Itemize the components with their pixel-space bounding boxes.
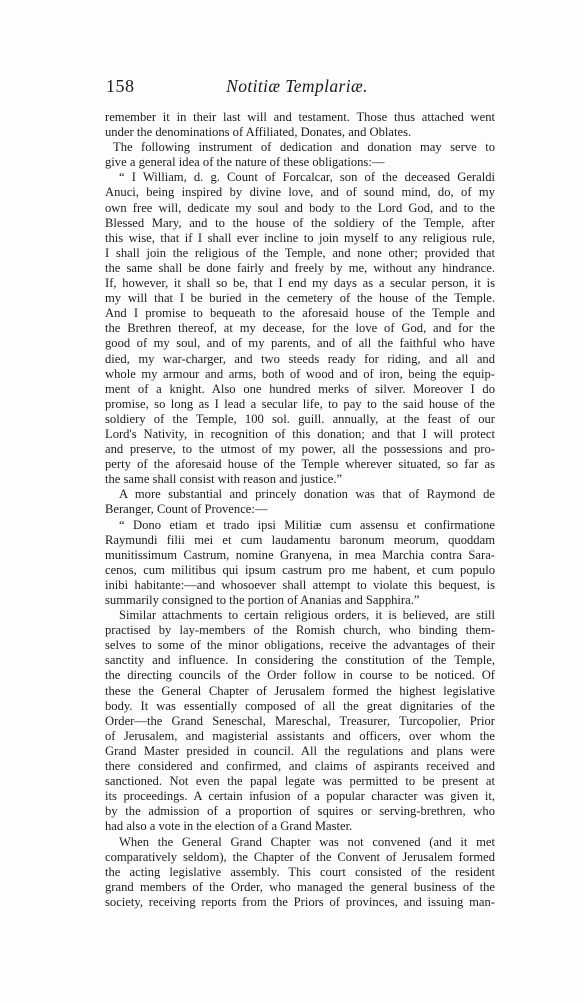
text-line: Lord's Nativity, in recognition of this donation; and that I will protect [105, 426, 495, 441]
page-header [98, 76, 496, 100]
page-number: 158 [106, 76, 135, 96]
text-line: whole my armour and arms, both of wood and of iron, being the equip- [105, 366, 495, 381]
text-line: grand members of the Order, who managed the general business of the [105, 879, 495, 894]
text-line: Grand Master presided in council. All the regulations and plans were [105, 743, 495, 758]
text-line: remember it in their last will and testament. Those thus attached went [105, 110, 495, 124]
text-line: Anuci, being inspired by divine love, and of sound mind, do, of my [105, 185, 495, 200]
text-line: “ Dono etiam et trado ipsi Militiæ cum assensu et confirmatione [119, 517, 495, 532]
body-text [105, 110, 495, 910]
text-line: comparatively seldom), the Chapter of the Convent of Jerusalem formed [105, 849, 495, 864]
text-line: and preserve, to the utmost of my power, all the possessions and pro- [105, 442, 495, 457]
text-line: sanctioned. Not even the papal legate was permitted to be present at [105, 774, 495, 789]
text-line: Beranger, Count of Provence:— [105, 502, 268, 517]
text-line: the same shall consist with reason and justice.” [105, 472, 343, 487]
running-title: Notitiæ Templariæ. [226, 76, 368, 96]
text-line: practised by lay-members of the Romish church, who binding them- [105, 623, 495, 638]
text-line: A more substantial and princely donation was that of Raymond de [119, 487, 495, 502]
text-line: give a general idea of the nature of these obligations:— [105, 155, 385, 170]
text-line: And I promise to bequeath to the aforesaid house of the Temple and [105, 306, 495, 321]
text-line: this wise, that if I shall ever incline to join myself to any religious rule, [105, 230, 495, 245]
text-line: the Brethren thereof, at my decease, for the love of God, and for the [105, 321, 495, 336]
text-line: of Jerusalem, and magisterial assistants and officers, over whom the [105, 728, 495, 743]
text-line: I shall join the religious of the Temple, and none other; provided that [105, 245, 495, 260]
text-line: cenos, cum militibus qui ipsum castrum pro me habent, et cum populo [105, 562, 495, 577]
text-line: Order—the Grand Seneschal, Mareschal, Treasurer, Turcopolier, Prior [105, 713, 495, 728]
text-line: body. It was essentially composed of all the great dignitaries of the [105, 698, 495, 713]
text-line: ment of a knight. Also one hundred merks of silver. Moreover I do [105, 381, 495, 396]
text-line: The following instrument of dedication and donation may serve to [113, 140, 495, 155]
text-line: If, however, it shall so be, that I end my days as a secular person, it is [105, 276, 495, 291]
text-line: Similar attachments to certain religious orders, it is believed, are still [119, 608, 495, 623]
text-line: perty of the aforesaid house of the Temple wherever situated, so far as [105, 457, 495, 472]
text-line: its proceedings. A certain infusion of a popular character was given it, [105, 789, 495, 804]
text-line: sanctity and influence. In considering the constitution of the Temple, [105, 653, 495, 668]
text-line: summarily consigned to the portion of Ananias and Sapphira.” [105, 593, 420, 607]
text-line: society, receiving reports from the Priors of provinces, and issuing man- [105, 894, 495, 909]
text-line: the directing councils of the Order follow in course to be noticed. Of [105, 668, 495, 683]
text-line: the acting legislative assembly. This court consisted of the resident [105, 864, 495, 879]
text-line: inibi habitante:—and whosoever shall attempt to violate this bequest, is [105, 577, 495, 592]
text-line: Blessed Mary, and to the house of the soldiery of the Temple, after [105, 215, 495, 230]
text-line: selves to some of the minor obligations, receive the advantages of their [105, 638, 495, 653]
text-line: soldiery of the Temple, 100 sol. guill. annually, at the feast of our [105, 411, 495, 426]
text-line: munitissimum Castrum, nomine Granyena, in mea Marchia contra Sara- [105, 547, 495, 562]
text-line: by the admission of a proportion of squires or serving-brethren, who [105, 804, 495, 819]
text-line: the same shall be done fairly and freely by me, without any hindrance. [105, 260, 495, 275]
text-line: “ I William, d. g. Count of Forcalcar, son of the deceased Geraldi [119, 170, 495, 185]
text-line: promise, so long as I lead a secular life, to pay to the said house of the [105, 396, 495, 411]
text-line: these the General Chapter of Jerusalem formed the highest legislative [105, 683, 495, 698]
text-line: had also a vote in the election of a Grand Master. [105, 819, 353, 834]
text-line: under the denominations of Affiliated, Donates, and Oblates. [105, 125, 412, 140]
text-line: died, my war-charger, and two steeds ready for riding, and all and [105, 351, 495, 366]
text-line: own free will, dedicate my soul and body to the Lord God, and to the [105, 200, 495, 215]
text-line: my will that I be buried in the cemetery of the house of the Temple. [105, 291, 495, 306]
text-line: there considered and confirmed, and claims of aspirants received and [105, 759, 495, 774]
text-line: When the General Grand Chapter was not convened (and it met [119, 834, 495, 849]
text-line: Raymundi filii mei et cum laudamentu baronum meorum, quoddam [105, 532, 495, 547]
text-line: good of my soul, and of my parents, and of all the faithful who have [105, 336, 495, 351]
